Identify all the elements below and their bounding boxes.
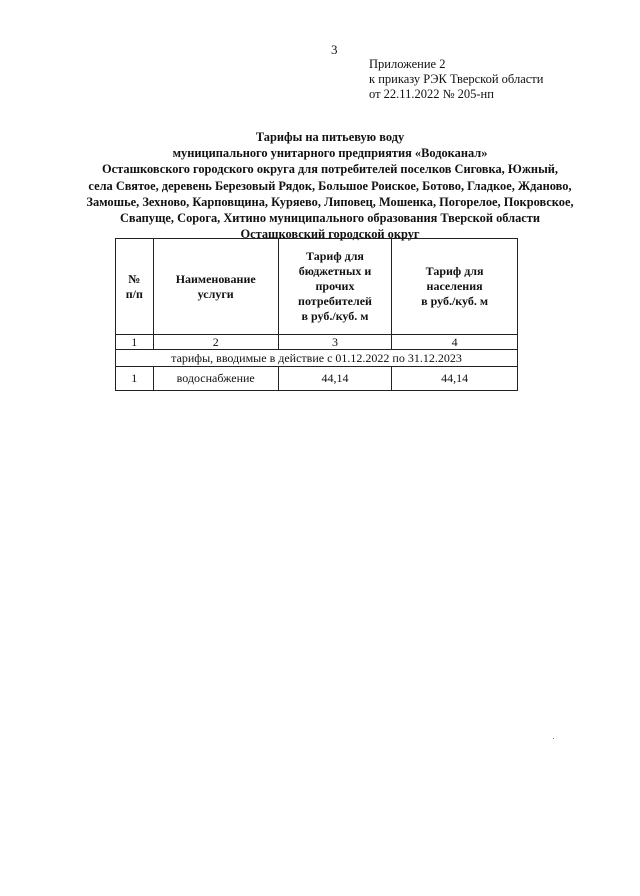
header-text: в руб./куб. м — [301, 309, 369, 323]
header-text: Тариф для — [425, 264, 484, 278]
column-number: 3 — [278, 335, 391, 350]
header-text: в руб./куб. м — [421, 294, 489, 308]
header-text: прочих — [315, 279, 355, 293]
appendix-block — [369, 57, 543, 102]
header-population-tariff — [392, 239, 518, 335]
title-line: муниципального унитарного предприятия «Водоканал» — [172, 146, 488, 161]
header-text: Тариф для — [306, 249, 364, 263]
title-line: Тарифы на питьевую воду — [255, 130, 405, 144]
header-text: населения — [426, 279, 483, 293]
column-number: 4 — [392, 335, 518, 350]
title-line: Осташковский городской округ — [240, 227, 420, 242]
header-text: бюджетных и — [298, 264, 372, 278]
title-line: села Святое, деревень Березовый Рядок, Большое Роиское, Ботово, Гладкое, Жданово, — [88, 178, 572, 193]
column-number: 1 — [116, 335, 154, 350]
table-header-row — [116, 239, 518, 335]
page-number: 3 — [331, 42, 338, 57]
table-row — [116, 367, 518, 391]
appendix-line-3: от 22.11.2022 № 205-нп — [369, 87, 494, 101]
header-budget-tariff — [278, 239, 391, 335]
row-service: водоснабжение — [153, 367, 278, 391]
header-number — [116, 239, 154, 335]
scan-margin-dot — [553, 738, 554, 739]
row-number: 1 — [116, 367, 154, 391]
period-row — [116, 350, 518, 367]
header-text: услуги — [197, 286, 234, 301]
row-budget-tariff: 44,14 — [278, 367, 391, 391]
document-title — [60, 129, 600, 242]
header-text: Наименование — [175, 271, 256, 286]
header-text: № — [128, 271, 141, 286]
appendix-line-1: Приложение 2 — [369, 57, 446, 71]
column-number-row — [116, 335, 518, 350]
row-population-tariff: 44,14 — [392, 367, 518, 391]
header-service — [153, 239, 278, 335]
title-line: Осташковского городского округа для потребителей поселков Сиговка, Южный, — [102, 162, 558, 177]
title-line: Замошье, Зехново, Карповщина, Куряево, Липовец, Мошенка, Погорелое, Покровское, — [86, 194, 574, 209]
title-line: Свапуще, Сорога, Хитино муниципального образования Тверской области — [119, 211, 541, 226]
header-text: п/п — [125, 286, 143, 301]
appendix-line-2: к приказу РЭК Тверской области — [369, 72, 544, 86]
header-text: потребителей — [298, 294, 372, 308]
column-number: 2 — [153, 335, 278, 350]
tariff-table — [115, 238, 518, 391]
period-label: тарифы, вводимые в действие с 01.12.2022 по 31.12.2023 — [116, 350, 518, 367]
